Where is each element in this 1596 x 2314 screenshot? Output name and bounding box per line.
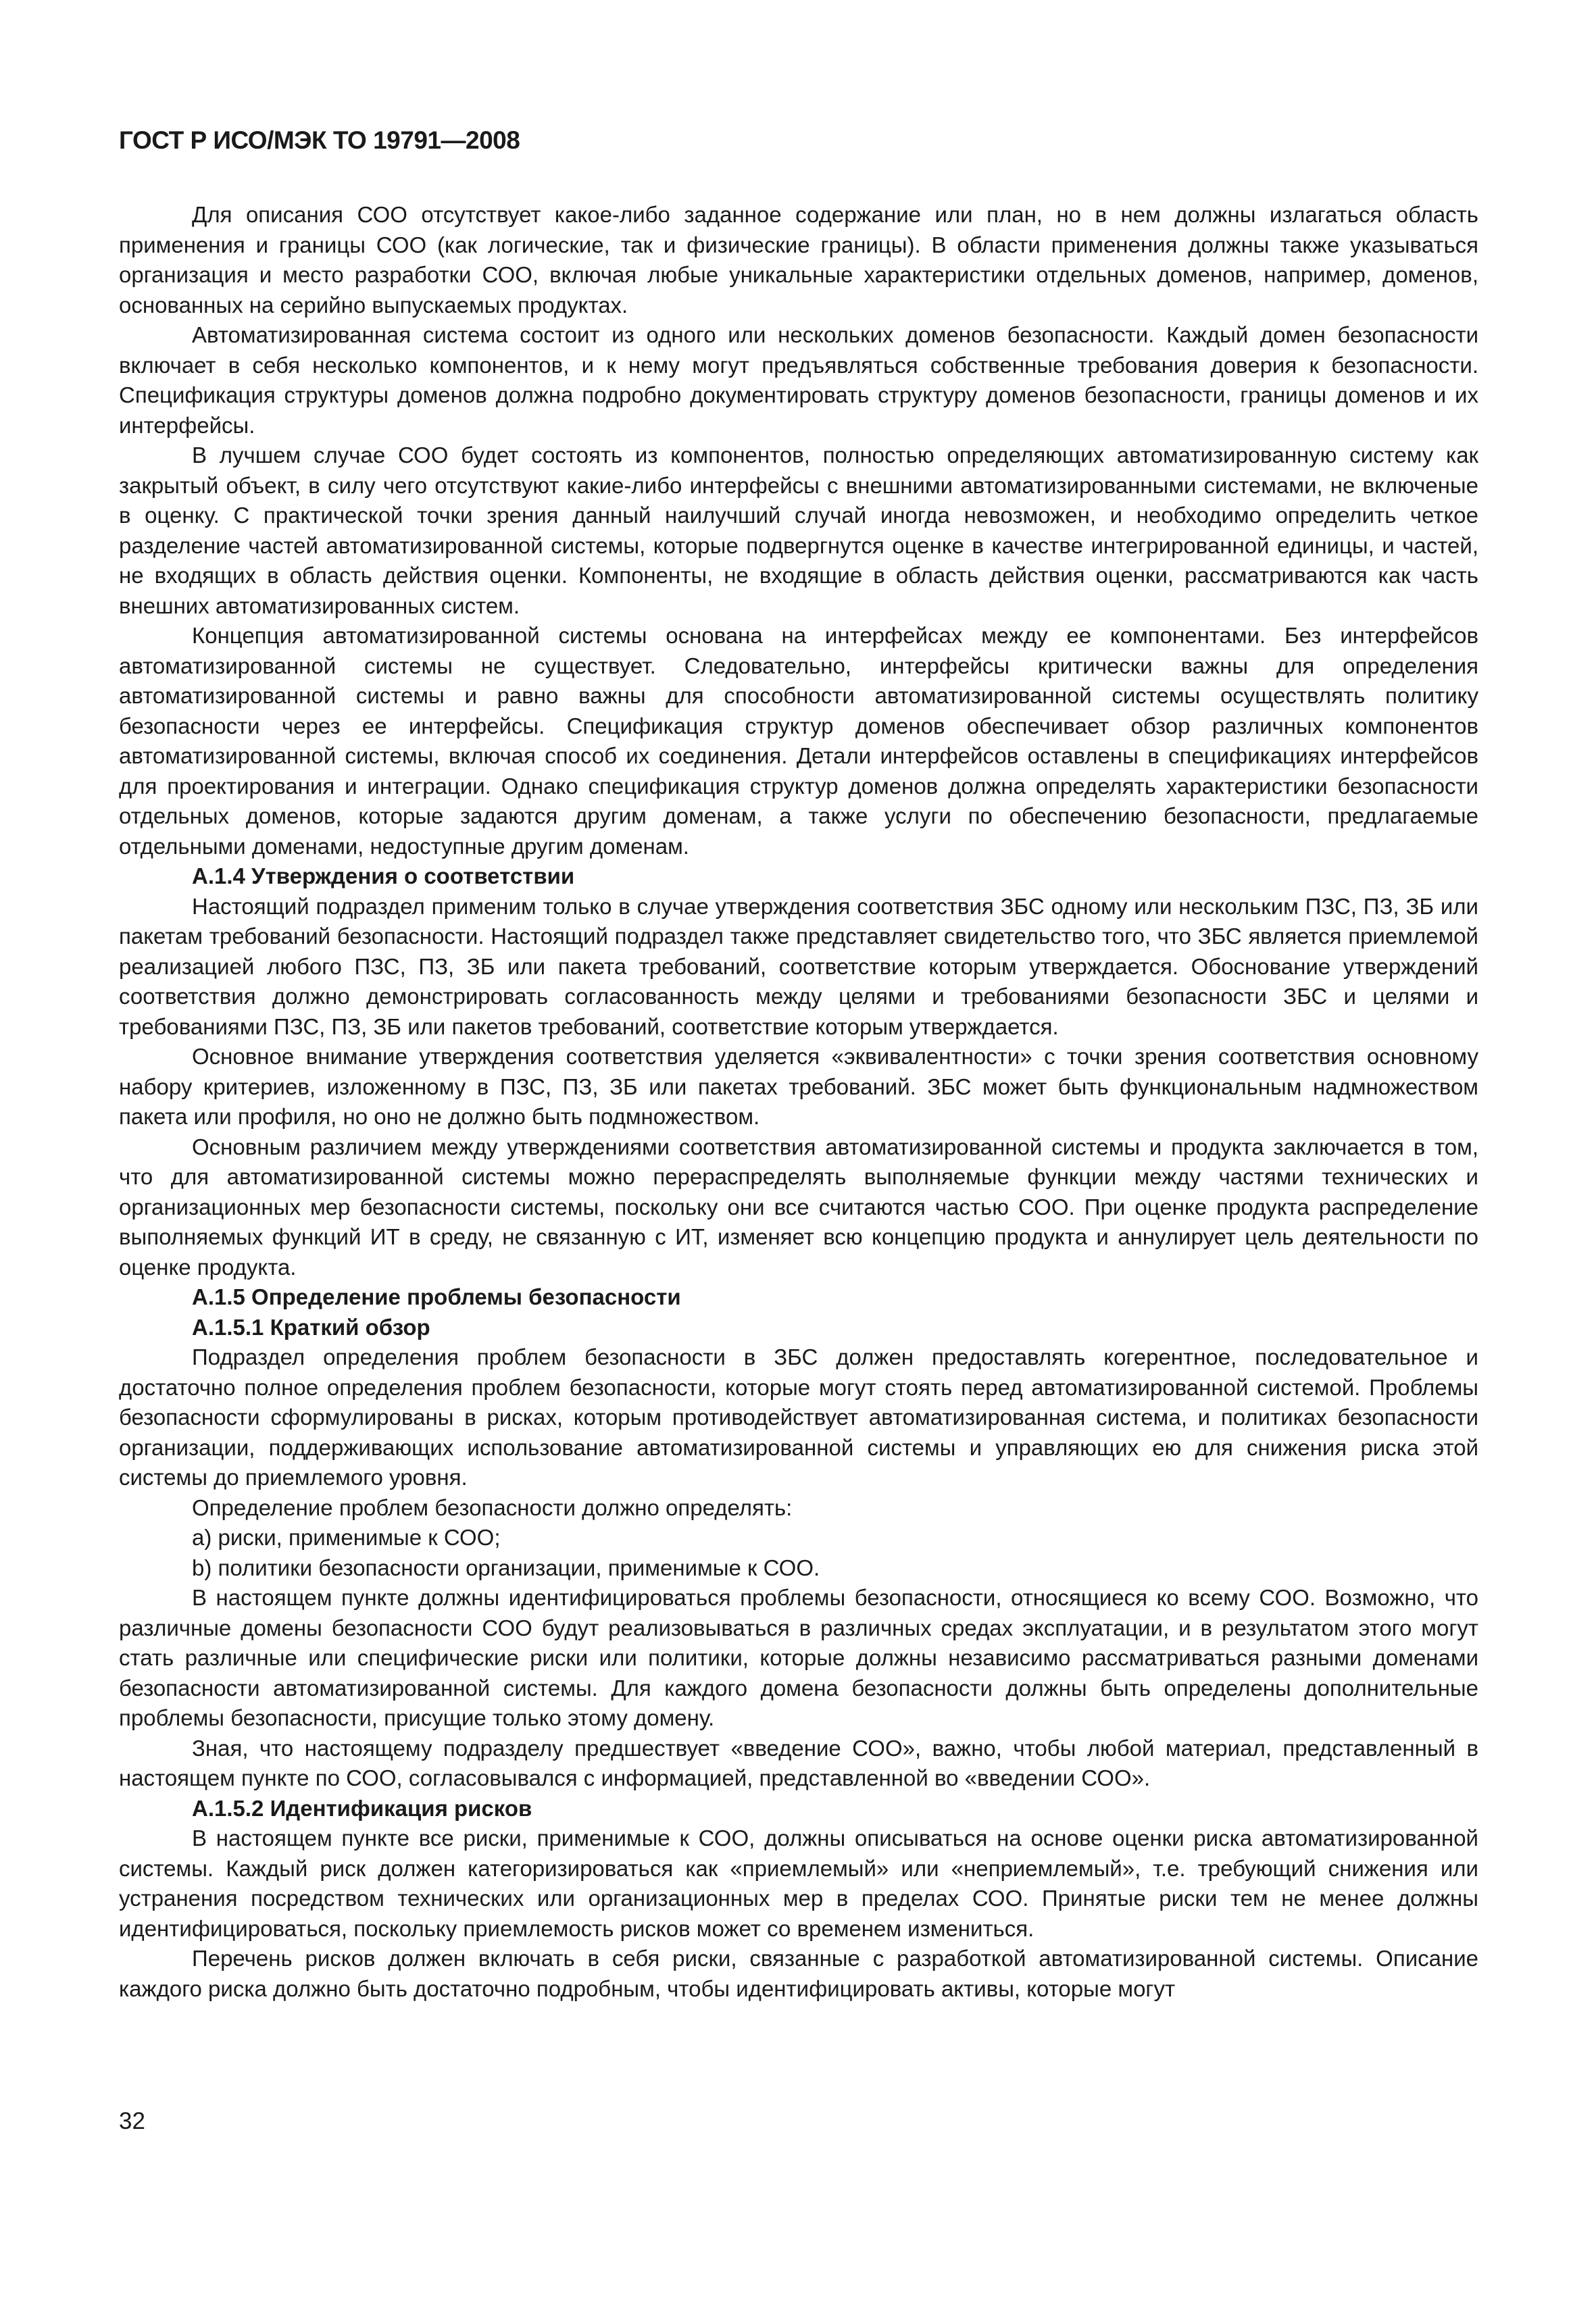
list-item: b) политики безопасности организации, применимые к СОО. [192,1555,820,1580]
body-paragraph: Подраздел определения проблем безопасности в ЗБС должен предоставлять когерентное, последовательное и достаточно полное определения проблем безопасности, которые могут стоять перед автоматизированной системой. Проблемы безопасности сформулированы в рисках, которым противодействует автоматизированная система, и политиках безопасности организации, поддерживающих использование автоматизированной системы и управляющих ею для снижения риска этой системы до приемлемого уровня. [119,1344,1478,1490]
body-paragraph: Основное внимание утверждения соответствия уделяется «эквивалентности» с точки зрения соответствия основному набору критериев, изложенному в ПЗС, ПЗ, ЗБ или пакетах требований. ЗБС может быть функциональным надмножеством пакета или профиля, но оно не должно быть подмножеством. [119,1044,1478,1129]
body-paragraph: В настоящем пункте все риски, применимые к СОО, должны описываться на основе оценки риска автоматизированной системы. Каждый риск должен категоризироваться как «приемлемый» или «неприемлемый», т.е. требующий снижения или устранения посредством технических или организационных мер в пределах СОО. Принятые риски тем не менее должны идентифицироваться, поскольку приемлемость рисков может со временем измениться. [119,1826,1478,1941]
document-body [119,200,1478,2004]
body-paragraph: Автоматизированная система состоит из одного или нескольких доменов безопасности. Каждый домен безопасности включает в себя несколько компонентов, и к нему могут предъявляться собственные требования доверия к безопасности. Спецификация структуры доменов должна подробно документировать структуру доменов безопасности, границы доменов и их интерфейсы. [119,322,1478,438]
list-item: Определение проблем безопасности должно определять: [192,1494,793,1520]
body-paragraph: Для описания СОО отсутствует какое-либо заданное содержание или план, но в нем должны излагаться область применения и границы СОО (как логические, так и физические границы). В области применения должны также указываться организация и место разработки СОО, включая любые уникальные характеристики отдельных доменов, например, доменов, основанных на серийно выпускаемых продуктах. [119,202,1478,318]
body-paragraph: Концепция автоматизированной системы основана на интерфейсах между ее компонентами. Без интерфейсов автоматизированной системы не существует. Следовательно, интерфейсы критически важны для определения автоматизированной системы и равно важны для способности автоматизированной системы осуществлять политику безопасности через ее интерфейсы. Спецификация структур доменов обеспечивает обзор различных компонентов автоматизированной системы, включая способ их соединения. Детали интерфейсов оставлены в спецификациях интерфейсов для проектирования и интеграции. Однако спецификация структур доменов должна определять характеристики безопасности отдельных доменов, которые задаются другим доменам, а также услуги по обеспечению безопасности, предлагаемые отдельными доменами, недоступные другим доменам. [119,623,1478,859]
body-paragraph: Основным различием между утверждениями соответствия автоматизированной системы и продукта заключается в том, что для автоматизированной системы можно перераспределять выполняемые функции между частями технических и организационных мер безопасности системы, поскольку они все считаются частью СОО. При оценке продукта распределение выполняемых функций ИТ в среду, не связанную с ИТ, изменяет всю концепцию продукта и аннулирует цель деятельности по оценке продукта. [119,1134,1478,1280]
section-heading: А.1.5.2 Идентификация рисков [192,1795,532,1821]
body-paragraph: В лучшем случае СОО будет состоять из компонентов, полностью определяющих автоматизированную систему как закрытый объект, в силу чего отсутствуют какие-либо интерфейсы с внешними автоматизированными системами, не включеные в оценку. С практической точки зрения данный наилучший случай иногда невозможен, и необходимо определить четкое разделение частей автоматизированной системы, которые подвергнутся оценке в качестве интегрированной единицы, и частей, не входящих в область действия оценки. Компоненты, не входящие в область действия оценки, рассматриваются как часть внешних автоматизированных систем. [119,443,1478,618]
section-heading: А.1.4 Утверждения о соответствии [192,863,575,888]
page-number: 32 [119,2108,145,2134]
section-heading: А.1.5.1 Краткий обзор [192,1314,430,1340]
section-heading: А.1.5 Определение проблемы безопасности [192,1284,681,1309]
list-item: а) риски, применимые к СОО; [192,1525,501,1550]
body-paragraph: Перечень рисков должен включать в себя риски, связанные с разработкой автоматизированной системы. Описание каждого риска должно быть достаточно подробным, чтобы идентифицировать активы, которые могут [119,1946,1478,2001]
body-paragraph: В настоящем пункте должны идентифицироваться проблемы безопасности, относящиеся ко всему СОО. Возможно, что различные домены безопасности СОО будут реализовываться в различных средах эксплуатации, и в результатом этого могут стать различные или специфические риски или политики, которые должны независимо рассматриваться разными доменами безопасности автоматизированной системы. Для каждого домена безопасности должны быть определены дополнительные проблемы безопасности, присущие только этому домену. [119,1585,1478,1730]
body-paragraph: Настоящий подраздел применим только в случае утверждения соответствия ЗБС одному или нескольким ПЗС, ПЗ, ЗБ или пакетам требований безопасности. Настоящий подраздел также представляет свидетельство того, что ЗБС является приемлемой реализацией любого ПЗС, ПЗ, ЗБ или пакета требований, соответствие которым утверждается. Обоснование утверждений соответствия должно демонстрировать согласованность между целями и требованиями безопасности ЗБС и целями и требованиями ПЗС, ПЗ, ЗБ или пакетов требований, соответствие которым утверждается. [119,893,1478,1039]
body-paragraph: Зная, что настоящему подразделу предшествует «введение СОО», важно, чтобы любой материал, представленный в настоящем пункте по СОО, согласовывался с информацией, представленной во «введении СОО». [119,1735,1478,1790]
document-header: ГОСТ Р ИСО/МЭК ТО 19791—2008 [119,126,520,154]
